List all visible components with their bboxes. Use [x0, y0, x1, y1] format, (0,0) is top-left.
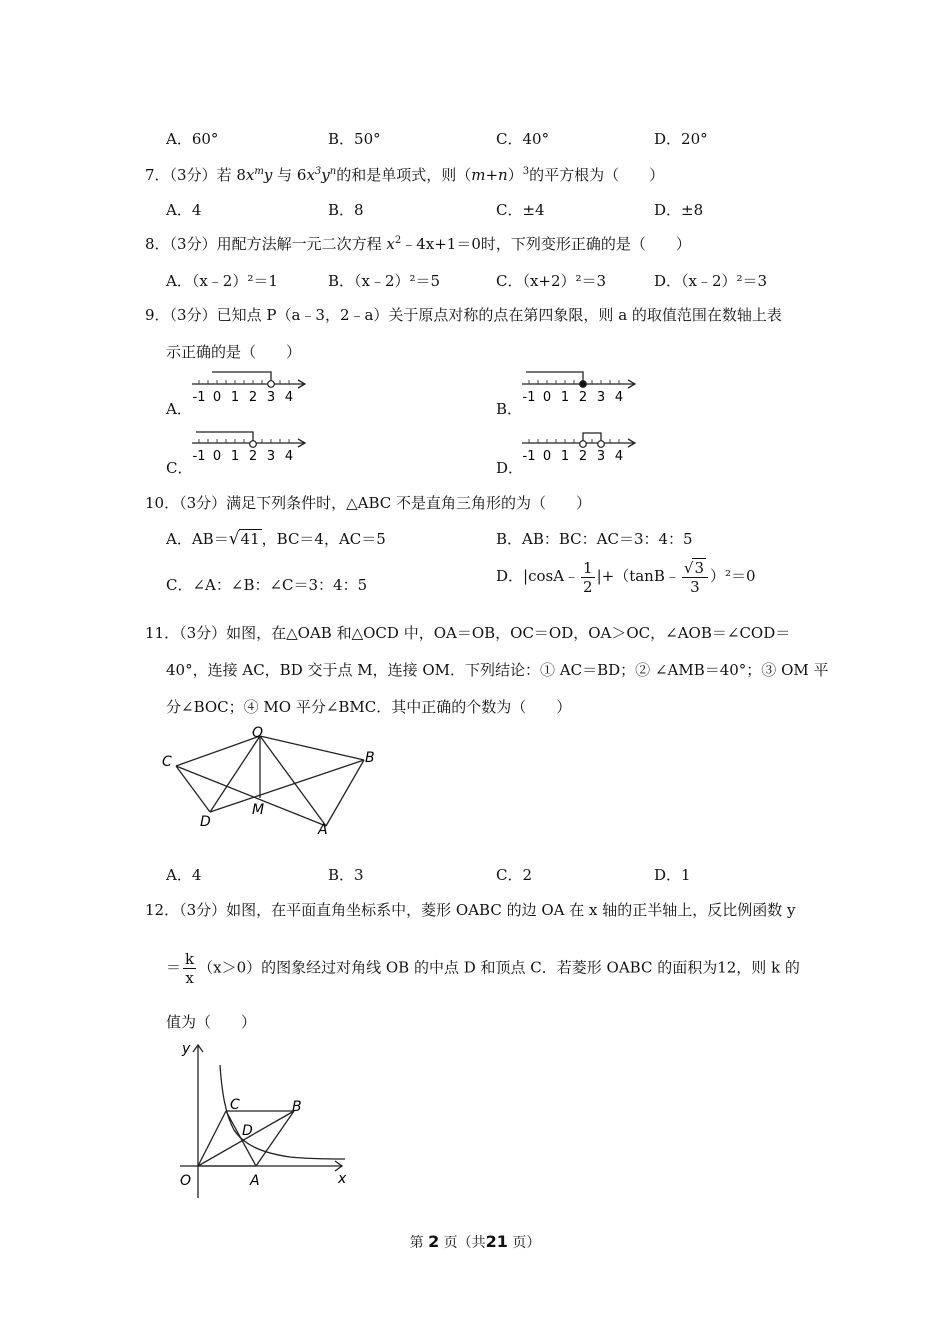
- q11-stem-line3: 分∠BOC；④ MO 平分∠BMC．其中正确的个数为（ ）: [166, 698, 572, 716]
- q7-text: 的平方根为（ ）: [529, 166, 665, 184]
- q7-text: 若 8: [216, 166, 246, 184]
- q10-option-d-text: ）²＝0: [709, 567, 756, 585]
- page-number: 2: [428, 1232, 440, 1251]
- number-line-tick-label: 2: [578, 390, 588, 405]
- page-total: 21: [485, 1232, 508, 1251]
- q6-option-c: C．40°: [496, 130, 550, 148]
- number-line-tick-label: 4: [614, 449, 624, 464]
- q10-option-d-text: D．|cosA﹣: [496, 567, 580, 585]
- q12-stem-line3: 值为（ ）: [166, 1013, 257, 1031]
- number-line-tick-label: 3: [266, 449, 276, 464]
- number-line-tick-label: 1: [560, 390, 570, 405]
- q10-stem: [145, 492, 591, 513]
- number-line-tick-label: 0: [212, 390, 222, 405]
- q9-option-c-label: C．: [166, 459, 193, 477]
- number-line-tick-label: -1: [192, 449, 206, 464]
- q8-stem: 8．（3分）用配方法解一元二次方程 $x^2﹣4x+1=0$时，下列变形正确的是（ ）: [145, 235, 691, 253]
- q11-stem-line2: 40°，连接 AC，BD 交于点 M，连接 OM．下列结论：① AC＝BD；② ∠AMB＝40°；③ OM 平: [166, 661, 829, 679]
- footer-text: 页）: [512, 1235, 541, 1251]
- q12-text: 如图，在平面直角坐标系中，菱形 OABC 的边 OA 在 x 轴的正半轴上，反比例函数 y: [226, 901, 796, 919]
- q8-option-a: A．（x﹣2）²＝1: [166, 272, 278, 290]
- q7-score: （3分）: [169, 166, 217, 184]
- q7-stem: 7．（3分）若 $8x^my$ 与 $6x^3y^n$的和是单项式，则$(m+n)^3$的平方根为（ ）: [145, 166, 665, 184]
- q10-text: 满足下列条件时，△ABC 不是直角三角形的为（ ）: [226, 494, 592, 512]
- q7-option-d: D．±8: [654, 201, 704, 219]
- q10-option-a-root: 41: [240, 530, 260, 548]
- q12-label-c: C: [230, 1097, 240, 1113]
- q7-number: 7．: [145, 166, 170, 184]
- q11-number: 11．: [145, 624, 180, 642]
- q10-fraction-half: [581, 559, 595, 596]
- q10-fraction-root3: $\frac{√3}{3}$: [682, 558, 708, 596]
- q8-option-d: D．（x﹣2）²＝3: [654, 272, 768, 290]
- q12-eq-prefix: ＝: [166, 958, 182, 977]
- q7-option-b: B．8: [328, 201, 364, 219]
- number-line-tick-label: 4: [284, 390, 294, 405]
- q7-text: ）: [507, 166, 523, 184]
- q12-number: 12．: [145, 901, 180, 919]
- q12-fraction: [183, 950, 196, 987]
- q7-text: 的和是单项式，则（: [336, 166, 472, 184]
- q8-score: （3分）: [169, 235, 217, 253]
- q8-equation: ﹣4x+1＝0时，下列变形正确的是（ ）: [401, 235, 691, 253]
- q9-option-a-label: A．: [166, 400, 192, 418]
- number-line-tick-label: 3: [596, 449, 606, 464]
- fraction-numerator: k: [185, 950, 195, 968]
- number-line-tick-label: 2: [248, 449, 258, 464]
- q12-label-o: O: [180, 1173, 192, 1189]
- footer-text: 页（共: [443, 1235, 486, 1251]
- q10-option-a-text: ，BC＝4，AC＝5: [261, 530, 386, 548]
- number-line-tick-label: 4: [614, 390, 624, 405]
- q6-option-b: B．50°: [328, 130, 381, 148]
- q12-figure: [170, 1035, 355, 1205]
- number-line-tick-label: 3: [266, 390, 276, 405]
- q9-number-line-b: [520, 366, 640, 406]
- q11-label-b: B: [365, 750, 375, 766]
- q11-figure: [160, 722, 385, 840]
- q7-text: 与 6: [277, 166, 307, 184]
- q11-option-c: C．2: [496, 866, 533, 884]
- number-line-tick-label: 4: [284, 449, 294, 464]
- number-line-tick-label: 0: [542, 449, 552, 464]
- q9-number: 9．: [145, 306, 170, 324]
- q11-stem-line1: [145, 622, 790, 643]
- q11-text: 如图，在△OAB 和△OCD 中，OA＝OB，OC＝OD，OA＞OC，∠AOB＝∠COD＝: [226, 624, 791, 642]
- number-line-tick-label: 2: [578, 449, 588, 464]
- page-footer: [0, 1232, 950, 1252]
- q10-option-c: C．∠A：∠B：∠C＝3：4：5: [166, 576, 368, 594]
- q10-option-d: [496, 558, 756, 596]
- q8-option-c: C．（x+2）²＝3: [496, 272, 607, 290]
- q9-stem-line2: 示正确的是（ ）: [166, 343, 302, 361]
- q11-option-d: D．1: [654, 866, 691, 884]
- number-line-tick-label: 0: [212, 449, 222, 464]
- q6-option-a: A．60°: [166, 130, 219, 148]
- q11-option-a: A．4: [166, 866, 202, 884]
- q9-stem-line1: [145, 304, 782, 325]
- q11-label-d: D: [200, 814, 211, 830]
- q8-option-b: B．（x﹣2）²＝5: [328, 272, 441, 290]
- q11-score: （3分）: [179, 624, 227, 642]
- q12-label-d: D: [242, 1123, 253, 1139]
- number-line-tick-label: 0: [542, 390, 552, 405]
- q10-option-d-text: |+（tanB﹣: [596, 567, 680, 585]
- q12-label-y: y: [182, 1041, 191, 1057]
- number-line-tick-label: -1: [522, 390, 536, 405]
- number-line-tick-label: 1: [560, 449, 570, 464]
- q10-option-a-text: A．AB＝: [166, 530, 229, 548]
- q9-option-d-label: D．: [496, 459, 524, 477]
- q8-number: 8．: [145, 235, 170, 253]
- q11-label-a: A: [318, 822, 328, 838]
- q9-number-line-d: [520, 425, 640, 465]
- q11-label-m: M: [252, 802, 265, 818]
- q10-option-a: A．AB＝√41 ，BC＝4，AC＝5: [166, 529, 386, 549]
- fraction-denominator: 3: [690, 578, 700, 596]
- q10-option-b: B．AB：BC：AC＝3：4：5: [496, 530, 693, 548]
- q12-text: （x＞0）的图象经过对角线 OB 的中点 D 和顶点 C．若菱形 OABC 的面积为12，则 k 的: [198, 958, 800, 977]
- q12-stem-line1: [145, 899, 796, 920]
- q7-option-c: C．±4: [496, 201, 545, 219]
- footer-text: 第: [409, 1235, 424, 1251]
- number-line-tick-label: 1: [230, 449, 240, 464]
- number-line-tick-label: -1: [522, 449, 536, 464]
- q9-number-line-c: [190, 425, 310, 465]
- q6-option-d: D．20°: [654, 130, 708, 148]
- q10-score: （3分）: [179, 494, 227, 512]
- q12-stem-line2: [166, 950, 800, 987]
- q12-label-x: x: [338, 1171, 347, 1187]
- q12-label-a: A: [250, 1173, 260, 1189]
- q11-option-b: B．3: [328, 866, 364, 884]
- fraction-denominator: x: [185, 969, 194, 987]
- number-line-tick-label: 2: [248, 390, 258, 405]
- number-line-tick-label: 3: [596, 390, 606, 405]
- q8-text: 用配方法解一元二次方程: [216, 235, 382, 253]
- q11-label-o: O: [252, 725, 264, 741]
- fraction-root: 3: [694, 559, 704, 577]
- q12-score: （3分）: [179, 901, 227, 919]
- q11-label-c: C: [162, 754, 172, 770]
- q10-number: 10．: [145, 494, 180, 512]
- q9-number-line-a: [190, 366, 310, 406]
- q12-label-b: B: [292, 1099, 302, 1115]
- q9-option-b-label: B．: [496, 400, 523, 418]
- number-line-tick-label: -1: [192, 390, 206, 405]
- fraction-denominator: 2: [583, 577, 593, 596]
- fraction-numerator: 1: [583, 558, 593, 577]
- number-line-tick-label: 1: [230, 390, 240, 405]
- q9-score: （3分）: [169, 306, 217, 324]
- q9-text: 已知点 P（a﹣3，2﹣a）关于原点对称的点在第四象限，则 a 的取值范围在数轴上表: [216, 306, 782, 324]
- q7-option-a: A．4: [166, 201, 202, 219]
